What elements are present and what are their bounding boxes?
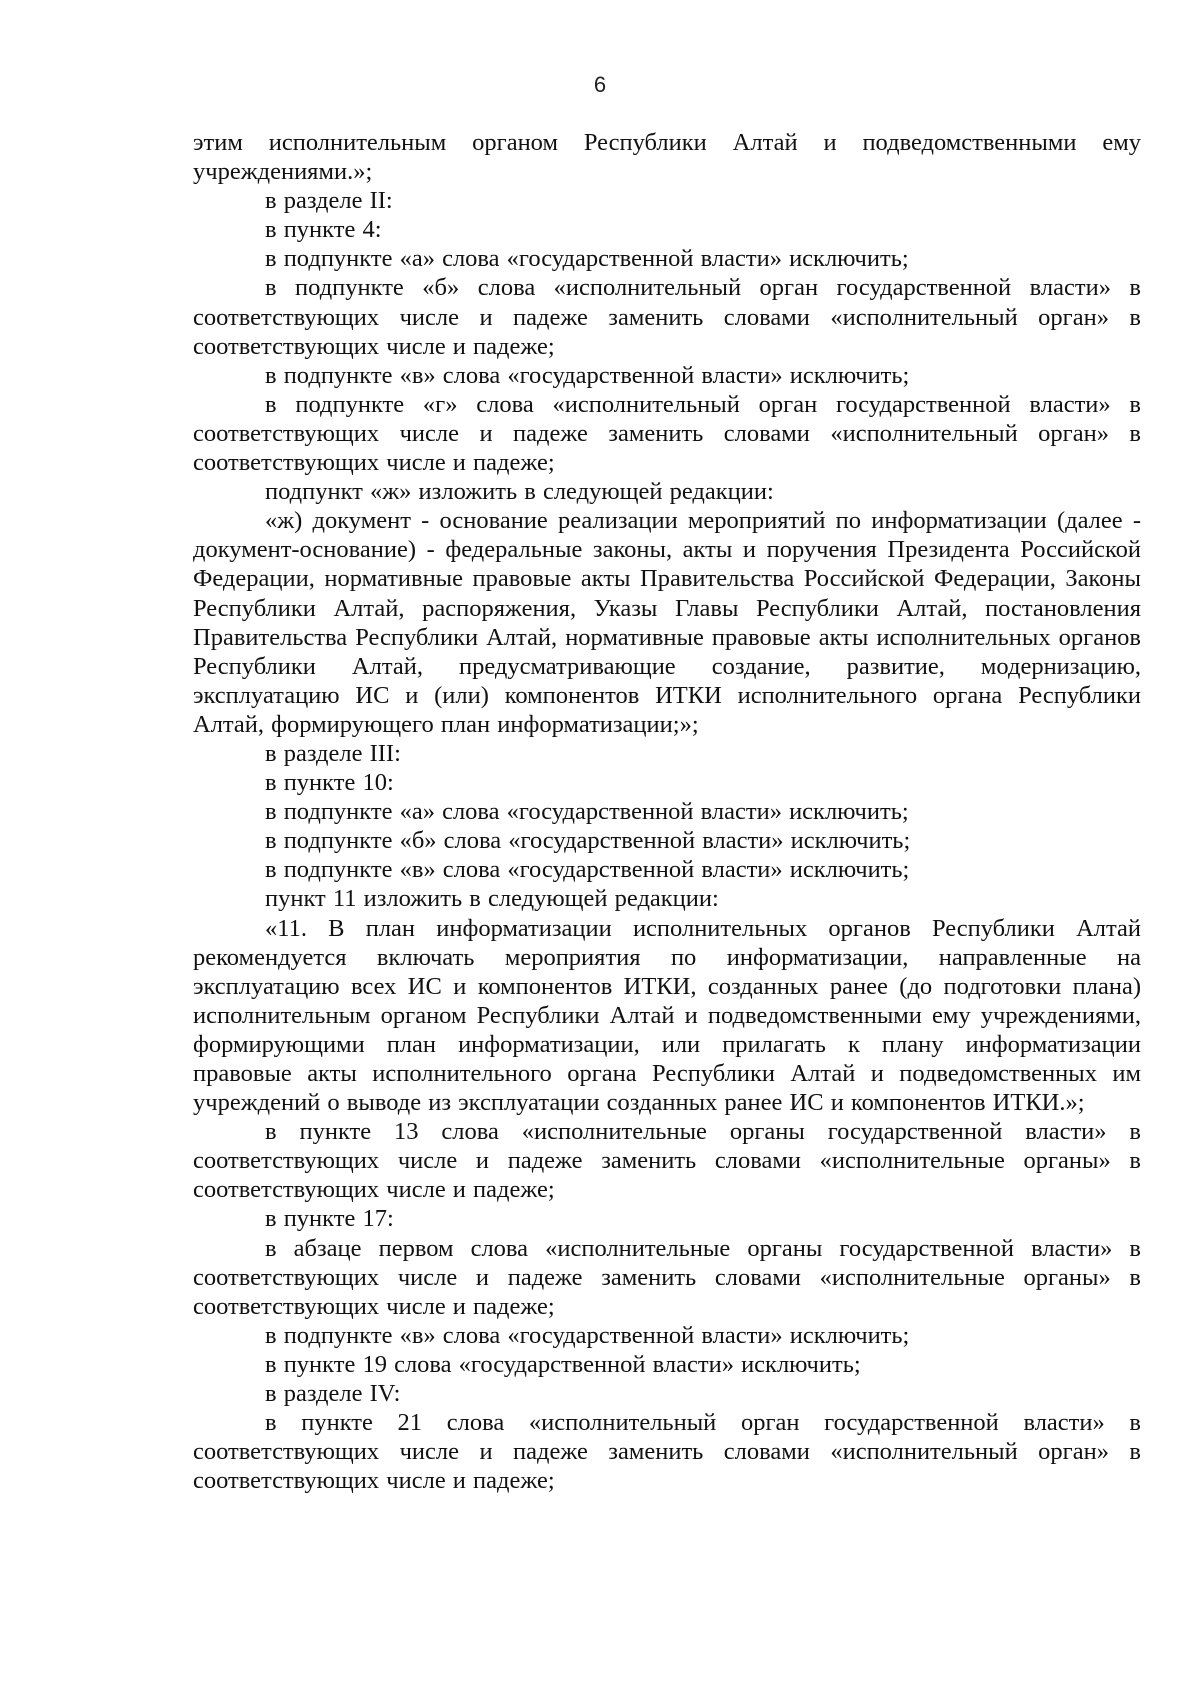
paragraph: в подпункте «в» слова «государственной власти» исключить; — [265, 856, 910, 884]
paragraph: в подпункте «в» слова «государственной власти» исключить; — [265, 1321, 910, 1349]
paragraph: в подпункте «а» слова «государственной власти» исключить; — [265, 245, 909, 273]
paragraph: в пункте 17: — [265, 1205, 394, 1233]
document-body — [193, 128, 1141, 1495]
paragraph: в подпункте «б» слова «исполнительный орган государственной власти» в соответствующих числе и падеже заменить словами «исполнительный орган» в соответствующих числе и падеже; — [193, 274, 1141, 360]
paragraph: в разделе II: — [265, 187, 393, 215]
paragraph: в подпункте «б» слова «государственной власти» исключить; — [265, 827, 911, 855]
paragraph: подпункт «ж» изложить в следующей редакции: — [265, 478, 774, 506]
paragraph: в подпункте «а» слова «государственной власти» исключить; — [265, 798, 909, 826]
page-number: 6 — [593, 72, 607, 97]
paragraph: в пункте 21 слова «исполнительный орган государственной власти» в соответствующих числе и падеже заменить словами «исполнительный орган» в соответствующих числе и падеже; — [193, 1409, 1141, 1495]
paragraph: в абзаце первом слова «исполнительные органы государственной власти» в соответствующих числе и падеже заменить словами «исполнительные органы» в соответствующих числе и падеже; — [193, 1234, 1141, 1320]
paragraph: в пункте 4: — [265, 216, 382, 244]
paragraph: «ж) документ - основание реализации мероприятий по информатизации (далее - документ-основание) - федеральные законы, акты и поручения Президента Российской Федерации, нормативные правовые акты Правительства Российской Федерации, Законы Республики Алтай, распоряжения, Указы Главы Республики Алтай, постановления Правительства Республики Алтай, нормативные правовые акты исполнительных органов Республики Алтай, предусматривающие создание, развитие, модернизацию, эксплуатацию ИС и (или) компонентов ИТКИ исполнительного органа Республики Алтай, формирующего план информатизации;»; — [193, 507, 1141, 738]
paragraph: в подпункте «в» слова «государственной власти» исключить; — [265, 361, 910, 389]
paragraph: в подпункте «г» слова «исполнительный орган государственной власти» в соответствующих числе и падеже заменить словами «исполнительный орган» в соответствующих числе и падеже; — [193, 390, 1141, 477]
paragraph: пункт 11 изложить в следующей редакции: — [265, 885, 719, 913]
paragraph: в пункте 19 слова «государственной власти» исключить; — [265, 1350, 861, 1378]
paragraph: «11. В план информатизации исполнительных органов Республики Алтай рекомендуется включать мероприятия по информатизации, направленные на эксплуатацию всех ИС и компонентов ИТКИ, созданных ранее (до подготовки плана) исполнительным органом Республики Алтай и подведомственными ему учреждениями, формирующими план информатизации, или прилагать к плану информатизации правовые акты исполнительного органа Республики Алтай и подведомственных им учреждений о выводе из эксплуатации созданных ранее ИС и компонентов ИТКИ.»; — [193, 914, 1141, 1117]
paragraph: в пункте 13 слова «исполнительные органы государственной власти» в соответствующих числе и падеже заменить словами «исполнительные органы» в соответствующих числе и падеже; — [193, 1118, 1141, 1204]
paragraph: этим исполнительным органом Республики Алтай и подведомственными ему учреждениями.»; — [193, 129, 1141, 186]
paragraph: в разделе III: — [265, 739, 401, 767]
paragraph: в пункте 10: — [265, 769, 394, 797]
paragraph: в разделе IV: — [265, 1380, 401, 1408]
